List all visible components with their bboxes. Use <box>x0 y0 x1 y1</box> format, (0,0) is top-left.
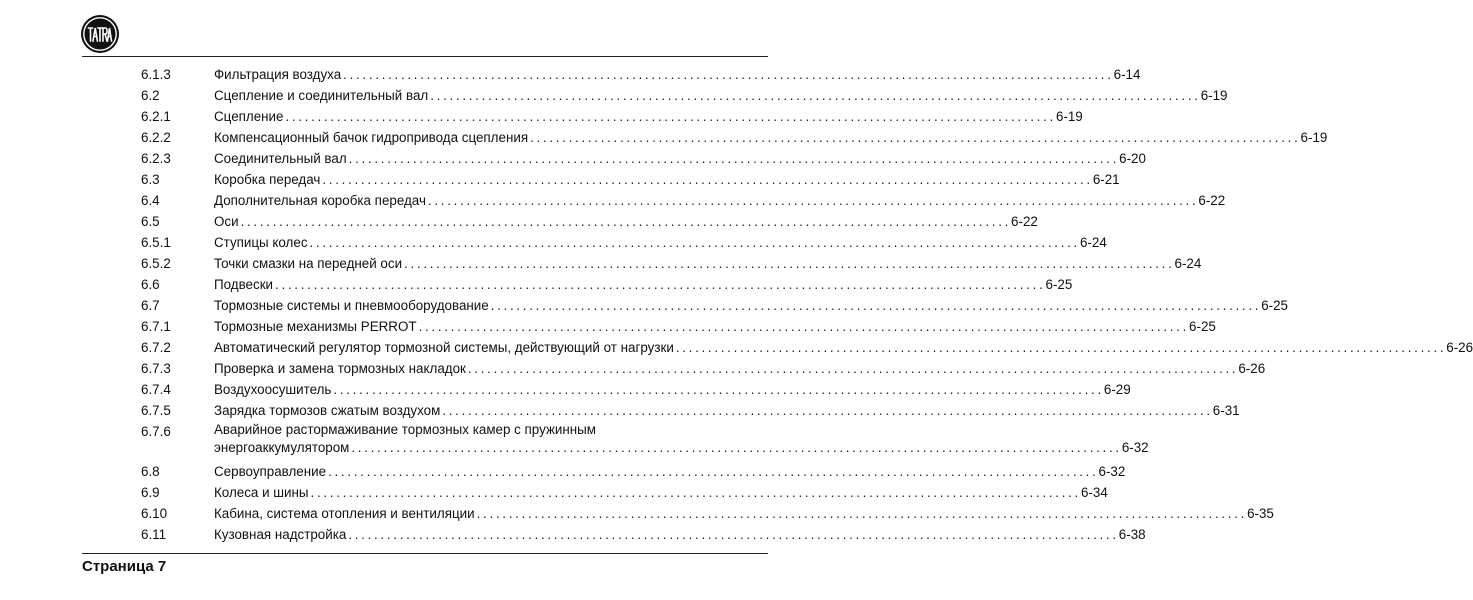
toc-section-number: 6.7.5 <box>141 403 171 418</box>
toc-leader-dots: ........................................................................................................................ <box>404 256 1175 271</box>
toc-entry[interactable] <box>141 461 1126 482</box>
toc-leader-dots: ........................................................................................................................ <box>343 67 1114 82</box>
footer-rule <box>82 553 768 554</box>
toc-title-continuation: энергоаккумулятором <box>214 440 350 455</box>
toc-section-number: 6.6 <box>141 277 160 292</box>
toc-entry[interactable] <box>141 85 1228 106</box>
toc-section-number: 6.7.6 <box>141 424 171 439</box>
toc-title: Проверка и замена тормозных накладок <box>214 361 466 376</box>
toc-section-number: 6.9 <box>141 485 160 500</box>
table-of-contents <box>141 64 1473 545</box>
toc-leader-dots: ........................................................................................................................ <box>427 193 1199 208</box>
toc-leader-dots: ........................................................................................................................ <box>476 506 1248 521</box>
toc-section-number: 6.7.4 <box>141 382 171 397</box>
toc-title: Точки смазки на передней оси <box>214 256 403 271</box>
toc-entry[interactable] <box>141 169 1120 190</box>
toc-title: Кабина, система отопления и вентиляции <box>214 506 475 521</box>
toc-leader-dots: ........................................................................................................................ <box>490 298 1262 313</box>
toc-section-number: 6.7 <box>141 298 160 313</box>
toc-leader-dots: ........................................................................................................................ <box>322 172 1093 187</box>
toc-page-number: 6-20 <box>1119 151 1146 166</box>
toc-section-number: 6.10 <box>141 506 168 521</box>
toc-leader-dots: ........................................................................................................................ <box>310 485 1081 500</box>
page-number-label: Страница 7 <box>82 558 167 575</box>
toc-section-number: 6.2.1 <box>141 109 171 124</box>
toc-page-number: 6-19 <box>1055 109 1083 124</box>
toc-page-number: 6-32 <box>1098 464 1126 479</box>
toc-page-number: 6-26 <box>1238 361 1266 376</box>
toc-title: Коробка передач <box>214 172 321 187</box>
toc-page-number: 6-25 <box>1045 277 1073 292</box>
toc-title: Автоматический регулятор тормозной системы, действующий от нагрузки <box>214 340 674 355</box>
toc-page-number: 6-19 <box>1200 88 1228 103</box>
toc-entry[interactable] <box>141 503 1274 524</box>
toc-page-number: 6-38 <box>1118 527 1146 542</box>
toc-entry[interactable] <box>141 232 1107 253</box>
toc-page-number: 6-34 <box>1080 485 1108 500</box>
toc-leader-dots: ........................................................................................................................ <box>309 235 1080 250</box>
toc-section-number: 6.11 <box>141 527 167 542</box>
toc-entry[interactable] <box>141 211 1038 232</box>
toc-leader-dots: ........................................................................................................................ <box>467 361 1239 376</box>
toc-section-number: 6.5.2 <box>141 256 171 271</box>
toc-page-number: 6-19 <box>1300 130 1328 145</box>
toc-page-number: 6-26 <box>1446 340 1473 355</box>
toc-entry[interactable] <box>141 106 1083 127</box>
toc-leader-dots: ........................................................................................................................ <box>442 403 1213 418</box>
toc-page-number: 6-22 <box>1198 193 1226 208</box>
toc-title: Воздухоосушитель <box>214 382 332 397</box>
toc-title: Соединительный вал <box>214 151 347 166</box>
toc-page-number: 6-24 <box>1079 235 1107 250</box>
toc-title: Дополнительная коробка передач <box>214 193 426 208</box>
toc-title: Оси <box>214 214 239 229</box>
toc-page-number: 6-25 <box>1261 298 1288 313</box>
toc-title: Тормозные механизмы PERROT <box>214 319 417 334</box>
toc-entry[interactable] <box>141 524 1146 545</box>
toc-leader-dots: ........................................................................................................................ <box>430 88 1201 103</box>
toc-entry[interactable] <box>141 274 1073 295</box>
toc-entry[interactable] <box>141 482 1108 503</box>
toc-page-number: 6-31 <box>1212 403 1240 418</box>
toc-page-number: 6-29 <box>1103 382 1131 397</box>
toc-entry[interactable] <box>141 295 1288 316</box>
toc-page-number: 6-21 <box>1092 172 1120 187</box>
toc-section-number: 6.7.3 <box>141 361 171 376</box>
toc-page-number: 6-22 <box>1011 214 1038 229</box>
toc-section-number: 6.2 <box>141 88 160 103</box>
toc-entry[interactable] <box>141 316 1216 337</box>
toc-entry[interactable] <box>141 421 1149 461</box>
toc-leader-dots: ........................................................................................................................ <box>275 277 1046 292</box>
toc-leader-dots: ........................................................................................................................ <box>418 319 1190 334</box>
header-rule <box>82 56 768 57</box>
toc-title: Зарядка тормозов сжатым воздухом <box>214 403 441 418</box>
toc-section-number: 6.7.2 <box>141 340 171 355</box>
toc-section-number: 6.4 <box>141 193 160 208</box>
toc-title: Сервоуправление <box>214 464 327 479</box>
toc-page-number: 6-35 <box>1247 506 1274 521</box>
toc-page-number: 6-14 <box>1113 67 1141 82</box>
toc-section-number: 6.7.1 <box>141 319 171 334</box>
toc-leader-dots: ........................................................................................................................ <box>348 527 1119 542</box>
toc-section-number: 6.2.3 <box>141 151 171 166</box>
toc-leader-dots: ........................................................................................................................ <box>333 382 1104 397</box>
toc-entry[interactable] <box>141 64 1141 85</box>
toc-section-number: 6.5 <box>141 214 160 229</box>
brand-logo <box>80 14 120 54</box>
toc-entry[interactable] <box>141 127 1328 148</box>
toc-section-number: 6.5.1 <box>141 235 171 250</box>
toc-leader-dots: ........................................................................................................................ <box>240 214 1012 229</box>
toc-leader-dots: ........................................................................................................................ <box>285 109 1056 124</box>
toc-leader-dots: ........................................................................................................................ <box>351 440 1122 455</box>
toc-title: Тормозные системы и пневмооборудование <box>214 298 489 313</box>
toc-title: Подвески <box>214 277 274 292</box>
toc-section-number: 6.1.3 <box>141 67 171 82</box>
toc-page-number: 6-25 <box>1189 319 1216 334</box>
toc-section-number: 6.8 <box>141 464 160 479</box>
toc-entry[interactable] <box>141 358 1266 379</box>
toc-title: Колеса и шины <box>214 485 309 500</box>
toc-title: Фильтрация воздуха <box>214 67 342 82</box>
toc-entry[interactable] <box>141 253 1202 274</box>
toc-title: Ступицы колес <box>214 235 308 250</box>
toc-entry[interactable] <box>141 337 1473 358</box>
toc-entry[interactable] <box>141 148 1146 169</box>
toc-title: Сцепление <box>214 109 284 124</box>
toc-page-number: 6-24 <box>1174 256 1202 271</box>
toc-title: Сцепление и соединительный вал <box>214 88 429 103</box>
tatra-logo-icon <box>80 14 120 54</box>
toc-entry[interactable] <box>141 190 1226 211</box>
toc-leader-dots: ........................................................................................................................ <box>348 151 1120 166</box>
toc-section-number: 6.3 <box>141 172 160 187</box>
toc-leader-dots: ........................................................................................................................ <box>328 464 1099 479</box>
toc-leader-dots: ........................................................................................................................ <box>675 340 1447 355</box>
toc-section-number: 6.2.2 <box>141 130 171 145</box>
toc-title: Кузовная надстройка <box>214 527 347 542</box>
toc-entry[interactable] <box>141 400 1240 421</box>
toc-entry[interactable] <box>141 379 1131 400</box>
toc-title: Аварийное растормаживание тормозных камер с пружинным <box>214 422 597 437</box>
toc-leader-dots: ........................................................................................................................ <box>530 130 1301 145</box>
toc-title: Компенсационный бачок гидропривода сцепления <box>214 130 529 145</box>
toc-page-number: 6-32 <box>1121 440 1149 455</box>
